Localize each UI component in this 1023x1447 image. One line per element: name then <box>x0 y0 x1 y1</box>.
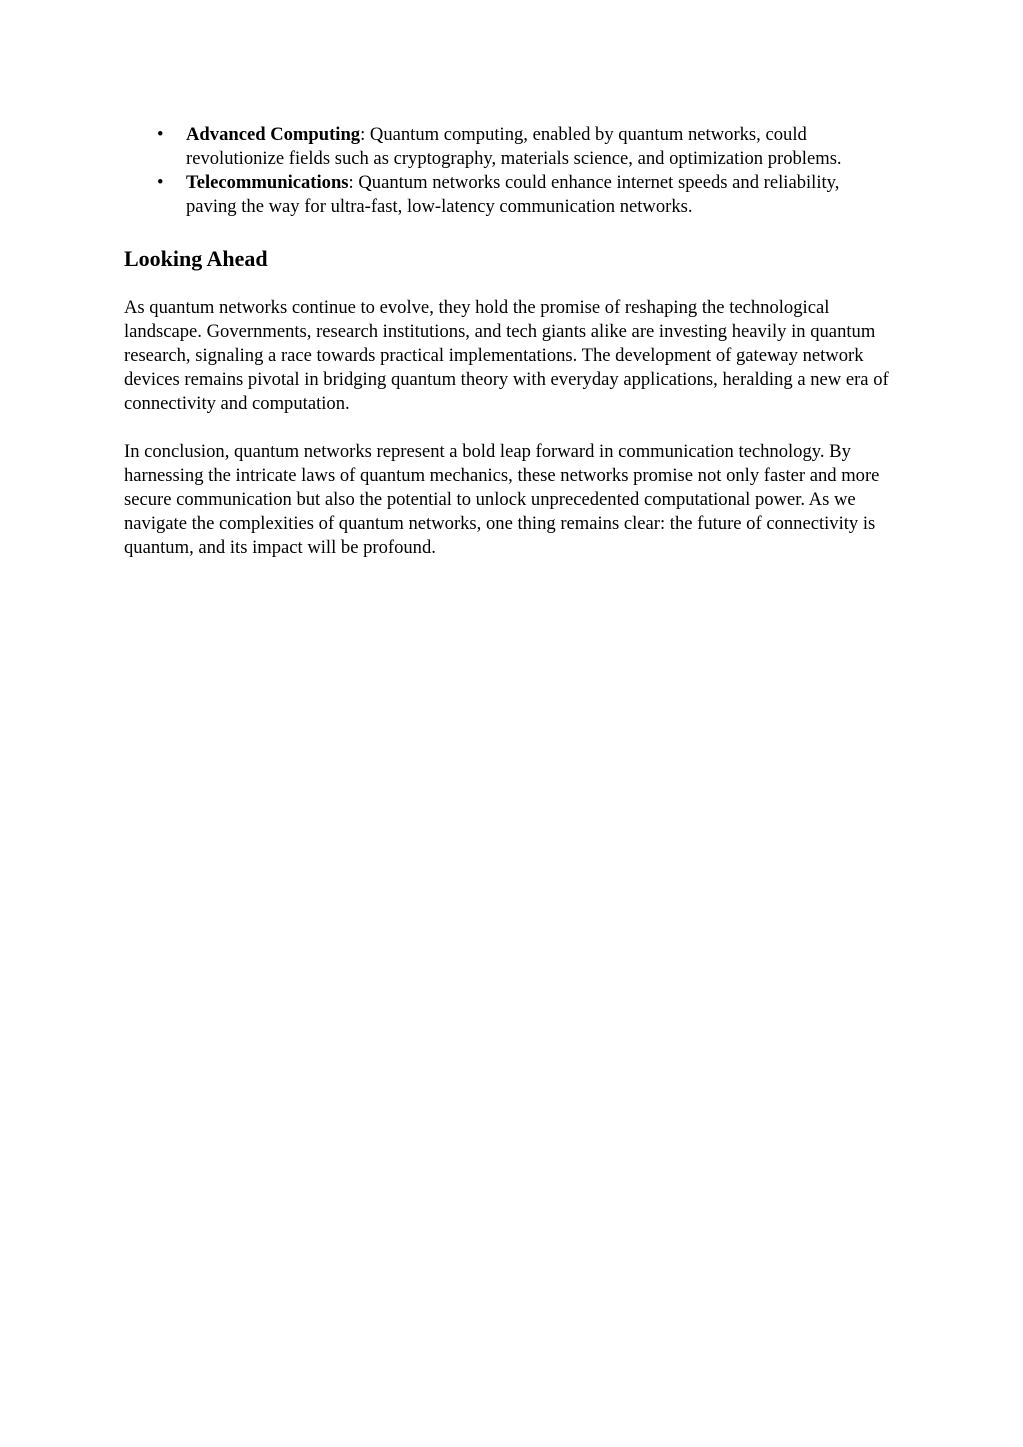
bullet-text: : Quantum networks could enhance internet speeds and reliability, paving the way for ultra-fast, low-latency communication networks. <box>186 172 840 217</box>
bullet-list <box>124 123 892 219</box>
bullet-item-advanced-computing <box>124 123 892 171</box>
bullet-term: Advanced Computing <box>186 124 361 145</box>
bullet-item-telecommunications <box>124 171 892 219</box>
bullet-term: Telecommunications <box>186 172 349 193</box>
bullet-text: : Quantum computing, enabled by quantum networks, could revolutionize fields such as cryptography, materials science, and optimization problems. <box>186 124 842 169</box>
paragraph-looking-ahead: As quantum networks continue to evolve, they hold the promise of reshaping the technological landscape. Governments, research institutions, and tech giants alike are investing heavily in quantum research, signaling a race towards practical implementations. The development of gateway network devices remains pivotal in bridging quantum theory with everyday applications, heralding a new era of connectivity and computation. <box>124 297 889 414</box>
section-heading: Looking Ahead <box>124 246 268 271</box>
bullet-dot-icon: • <box>157 124 164 145</box>
bullet-dot-icon: • <box>157 172 164 193</box>
document-page <box>124 123 892 560</box>
paragraph-conclusion: In conclusion, quantum networks represent a bold leap forward in communication technology. By harnessing the intricate laws of quantum mechanics, these networks promise not only faster and more secure communication but also the potential to unlock unprecedented computational power. As we navigate the complexities of quantum networks, one thing remains clear: the future of connectivity is quantum, and its impact will be profound. <box>124 441 880 558</box>
